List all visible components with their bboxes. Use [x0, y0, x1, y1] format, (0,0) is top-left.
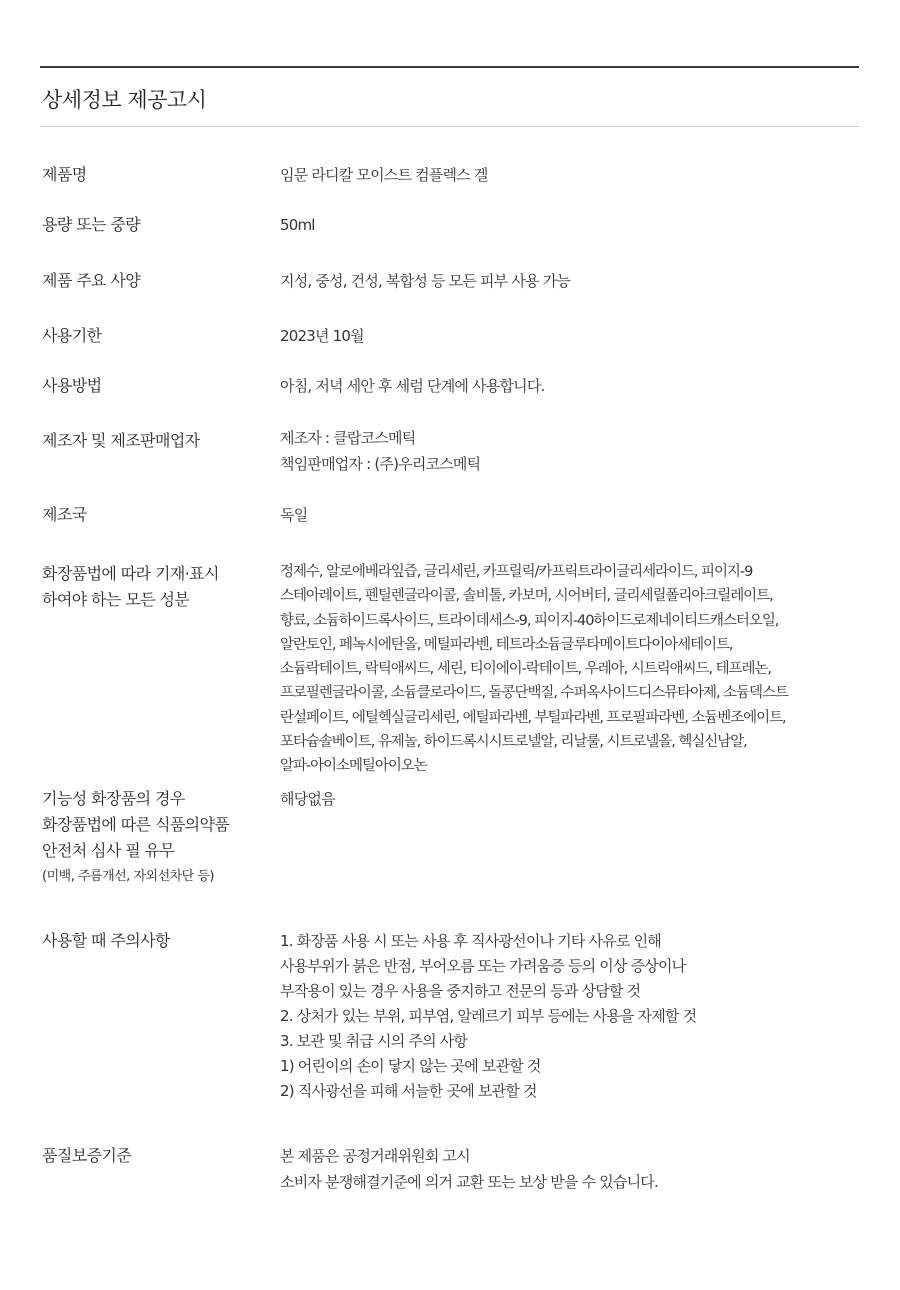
row-label [42, 428, 200, 454]
value-line: 정제수, 알로에베라잎즙, 글리세린, 카프릴릭/카프릭트라이글리세라이드, 피이지-9 [280, 564, 753, 580]
label-line: 화장품법에 따라 기재·표시 [42, 564, 219, 583]
value-line: 향료, 소듐하이드록사이드, 트라이데세스-9, 피이지-40하이드로제네이티드캐스터오일, [280, 612, 779, 629]
row-label [42, 268, 140, 294]
value-line: 본 제품은 공정거래위원회 고시 [280, 1147, 470, 1165]
top-divider [40, 66, 859, 68]
label-line: 제품 주요 사양 [42, 271, 141, 290]
value-line: 2. 상처가 있는 부위, 피부염, 알레르기 피부 등에는 사용을 자제할 것 [280, 1007, 697, 1025]
value-line: 2023년 10월 [280, 327, 364, 345]
value-line: 소비자 분쟁해결기준에 의거 교환 또는 보상 받을 수 있습니다. [280, 1173, 658, 1191]
value-line: 해당없음 [280, 790, 335, 808]
row-label [42, 928, 170, 954]
label-line: 용량 또는 중량 [42, 215, 141, 234]
row-label [42, 561, 219, 613]
value-line: 알란토인, 페녹시에탄올, 메틸파라벤, 테트라소듐글루타메이트다이아세테이트, [280, 636, 733, 653]
label-note: (미백, 주름개선, 자외선차단 등) [42, 869, 215, 884]
value-line: 1. 화장품 사용 시 또는 사용 후 직사광선이나 기타 사유로 인해 [280, 932, 661, 950]
label-line: 사용기한 [42, 326, 102, 345]
value-line: 임문 라디칼 모이스트 컴플렉스 겔 [280, 166, 488, 184]
row-value [280, 1143, 658, 1195]
row-label [42, 373, 101, 399]
row-label [42, 323, 101, 349]
value-line: 아침, 저녁 세안 후 세럼 단계에 사용합니다. [280, 377, 545, 395]
label-line: 제조자 및 제조판매업자 [42, 431, 200, 450]
title-divider [40, 126, 859, 127]
label-line: 사용할 때 주의사항 [42, 931, 170, 950]
label-line: 기능성 화장품의 경우 [42, 789, 185, 808]
row-label [42, 786, 229, 890]
value-line: 독일 [280, 506, 308, 524]
value-line: 스테아레이트, 펜틸렌글라이콜, 솔비톨, 카보머, 시어버터, 글리세릴폴리아크릴레이트, [280, 588, 773, 605]
row-label [42, 502, 87, 528]
value-line: 제조자 : 클랍코스메틱 [280, 429, 416, 447]
row-value [280, 162, 488, 188]
label-line: 하여야 하는 모든 성분 [42, 590, 190, 609]
value-line: 사용부위가 붉은 반점, 부어오름 또는 가려움증 등의 이상 증상이나 [280, 957, 686, 975]
value-line: 3. 보관 및 취급 시의 주의 사항 [280, 1032, 468, 1050]
value-line: 란설페이트, 에틸헥실글리세린, 에틸파라벤, 부틸파라벤, 프로필파라벤, 소듐벤조에이트, [280, 709, 786, 726]
value-line: 지성, 중성, 건성, 복합성 등 모든 피부 사용 가능 [280, 272, 571, 290]
row-value [280, 373, 544, 399]
label-line: 화장품법에 따른 식품의약품 [42, 815, 230, 834]
value-line: 프로필렌글라이콜, 소듐클로라이드, 돌콩단백질, 수퍼옥사이드디스뮤타아제, 소듐덱스트 [280, 685, 788, 702]
row-value [280, 268, 570, 294]
label-line: 품질보증기준 [42, 1146, 132, 1165]
label-line: 제조국 [42, 505, 87, 524]
label-line: 제품명 [42, 165, 87, 184]
value-line: 알파-아이소메틸아이오논 [280, 758, 427, 775]
row-label [42, 212, 140, 238]
value-line: 50ml [280, 216, 315, 234]
row-label [42, 1143, 131, 1169]
label-line: 사용방법 [42, 376, 102, 395]
value-line: 2) 직사광선을 피해 서늘한 곳에 보관할 것 [280, 1082, 537, 1100]
value-line: 책임판매업자 : (주)우리코스메틱 [280, 455, 481, 473]
value-line: 부작용이 있는 경우 사용을 중지하고 전문의 등과 상담할 것 [280, 982, 641, 1000]
label-line: 안전처 심사 필 유무 [42, 841, 175, 860]
row-value [280, 323, 364, 349]
value-line: 1) 어린이의 손이 닿지 않는 곳에 보관할 것 [280, 1057, 541, 1075]
row-value [280, 786, 335, 812]
row-value [280, 502, 307, 528]
row-value [280, 560, 788, 779]
row-value [280, 929, 696, 1104]
row-label [42, 162, 87, 188]
section-title: 상세정보 제공고시 [42, 88, 207, 112]
row-value [280, 212, 315, 238]
row-value [280, 425, 480, 477]
value-line: 소듐락테이트, 락틱애씨드, 세린, 티이에이-락테이트, 우레아, 시트릭애씨드, 테프레논, [280, 661, 771, 678]
value-line: 포타슘솔베이트, 유제놀, 하이드록시시트로넬알, 리날룰, 시트로넬올, 헥실신남알, [280, 734, 747, 751]
